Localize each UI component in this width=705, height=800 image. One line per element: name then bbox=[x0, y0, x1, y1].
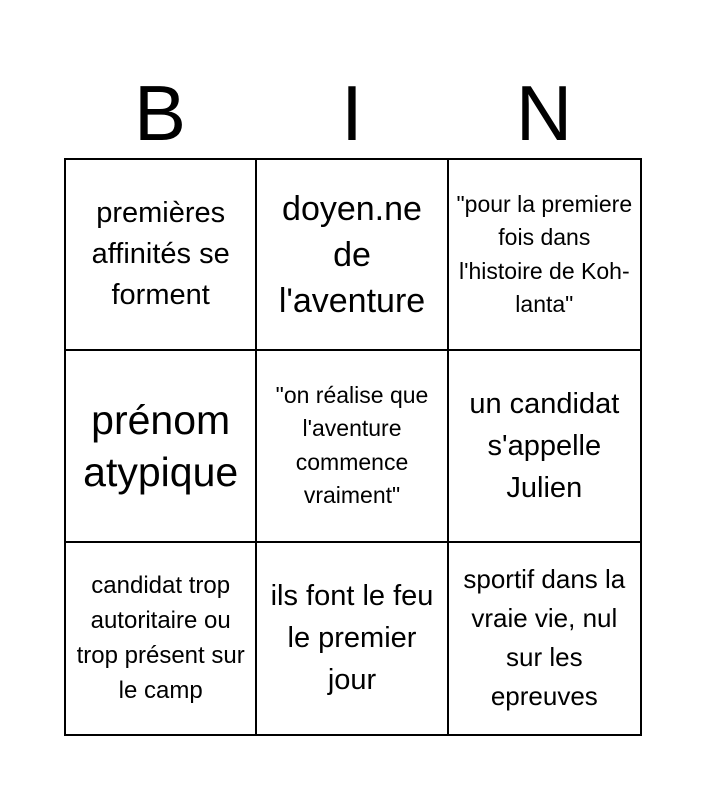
bingo-cell-3-1[interactable] bbox=[66, 543, 257, 734]
header-letter-i: I bbox=[341, 69, 363, 157]
bingo-header bbox=[64, 70, 641, 156]
bingo-cell-3-3[interactable] bbox=[449, 543, 640, 734]
header-letter-b: B bbox=[133, 69, 187, 157]
bingo-cell-text: candidat trop autoritaire ou trop présent sur le camp bbox=[76, 572, 245, 705]
bingo-cell-text: sportif dans la vraie vie, nul sur les epreuves bbox=[463, 564, 626, 712]
bingo-cell-text: prénom atypique bbox=[83, 396, 239, 495]
bingo-cell-2-1[interactable] bbox=[66, 351, 257, 542]
bingo-cell-text: "on réalise que l'aventure commence vraiment" bbox=[275, 381, 429, 509]
bingo-cell-text: doyen.ne de l'aventure bbox=[278, 189, 426, 320]
bingo-cell-1-1[interactable] bbox=[66, 160, 257, 351]
bingo-cell-2-2[interactable] bbox=[257, 351, 448, 542]
bingo-cell-1-2[interactable] bbox=[257, 160, 448, 351]
bingo-cell-1-3[interactable] bbox=[449, 160, 640, 351]
header-letter-n: N bbox=[515, 69, 573, 157]
bingo-cell-text: "pour la premiere fois dans l'histoire de Koh-lanta" bbox=[456, 190, 633, 318]
bingo-cell-text: ils font le feu le premier jour bbox=[270, 580, 434, 697]
bingo-cell-text: un candidat s'appelle Julien bbox=[469, 387, 620, 504]
bingo-cell-3-2[interactable] bbox=[257, 543, 448, 734]
bingo-board bbox=[64, 158, 642, 736]
bingo-cell-2-3[interactable] bbox=[449, 351, 640, 542]
bingo-cell-text: premières affinités se forment bbox=[91, 197, 230, 312]
